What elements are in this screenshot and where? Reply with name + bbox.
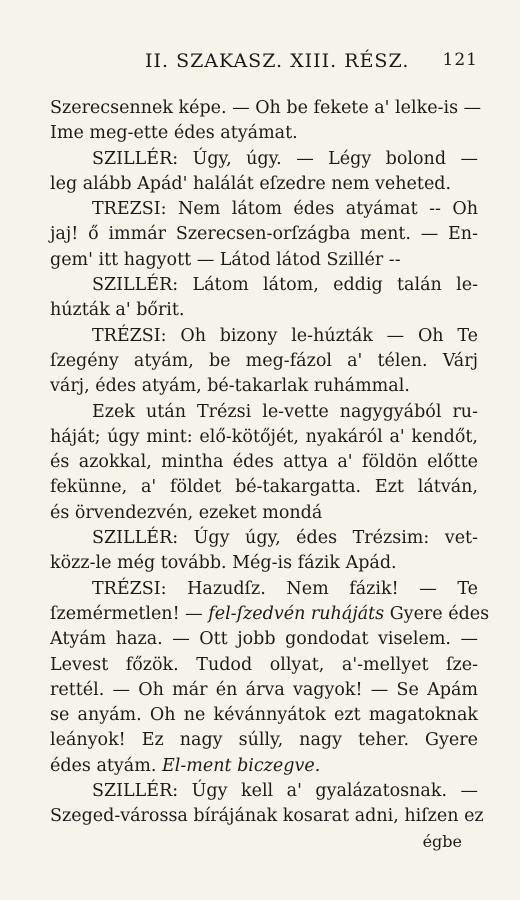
text-line: se anyám. Oh ne kévánnyátok ezt magatoknak [50, 705, 478, 726]
text-line: és örvendezvén, ezeket mondá [50, 502, 323, 523]
stage-direction: fel-ſzedvén ruhájáts [208, 603, 385, 624]
text-line: Szerecsennek képe. — Oh be fekete a' lelke-is — [50, 98, 482, 118]
text-line: rettél. — Oh már én árva vagyok! — Se Apám [50, 679, 478, 700]
text-line: Levest főzök. Tudod ollyat, a'-mellyet ſze- [50, 654, 478, 675]
text-line: Ezek után Trézsi le-vette nagygyából ru- [92, 401, 478, 422]
running-title: II. SZAKASZ. XIII. RÉSZ. [145, 50, 410, 72]
text-line: TRÉZSI: Hazudſz. Nem fázik! — Te [92, 578, 478, 599]
text-line: édes atyám. El-ment biczegve. [50, 755, 321, 776]
text-line: Ime meg-ette édes atyámat. [50, 123, 298, 144]
catchword: égbe [422, 831, 462, 851]
text-line: TRÉZSI: Oh bizony le-húzták — Oh Te [92, 325, 478, 346]
text-line: SZILLÉR: Látom látom, eddig talán le- [92, 275, 478, 296]
page-number: 121 [442, 50, 478, 70]
text-line: fekünne, a' földet bé-takargatta. Ezt látván, [50, 477, 478, 498]
body-text [50, 96, 490, 830]
page-header [50, 42, 478, 86]
text-line: és azokkal, mintha édes attya a' földön előtte [50, 452, 478, 473]
text-line: húzták a' bőrit. [50, 300, 185, 321]
text-line: leg alább Apád' halálát eſzedre nem veheted. [50, 173, 452, 194]
text-line: ſzegény atyám, be meg-fázol a' télen. Várj [50, 350, 478, 371]
stage-direction: El-ment biczegve. [161, 755, 321, 776]
text-line: Atyám haza. — Ott jobb gondodat viselem. — [50, 629, 478, 650]
text-line: SZILLÉR: Úgy, úgy. — Légy bolond — [92, 148, 478, 169]
text-line: leányok! Ez nagy súlly, nagy teher. Gyere [50, 730, 478, 751]
text-line: jaj! ő immár Szerecsen-orſzágba ment. — En- [50, 224, 478, 245]
text-line: közz-le még tovább. Még-is fázik Apád. [50, 553, 397, 574]
text-line: ſzemérmetlen! — fel-ſzedvén ruhájáts Gyere édes [50, 603, 490, 624]
text-line: SZILLÉR: Úgy kell a' gyalázatosnak. — [92, 781, 478, 802]
text-line: várj, édes atyám, bé-takarlak ruhámmal. [50, 376, 410, 397]
text-line: gem' itt hagyott — Látod látod Szillér -- [50, 249, 401, 270]
text-line: Szeged-várossa bírájának kosarat adni, hiſzen ez [50, 806, 484, 827]
text-line: SZILLÉR: Úgy úgy, édes Trézsim: vet- [92, 528, 478, 549]
text-line: TREZSI: Nem látom édes atyámat -- Oh [92, 199, 478, 220]
text-line: háját; úgy mint: elő-kötőjét, nyakáról a' kendőt, [50, 426, 478, 447]
